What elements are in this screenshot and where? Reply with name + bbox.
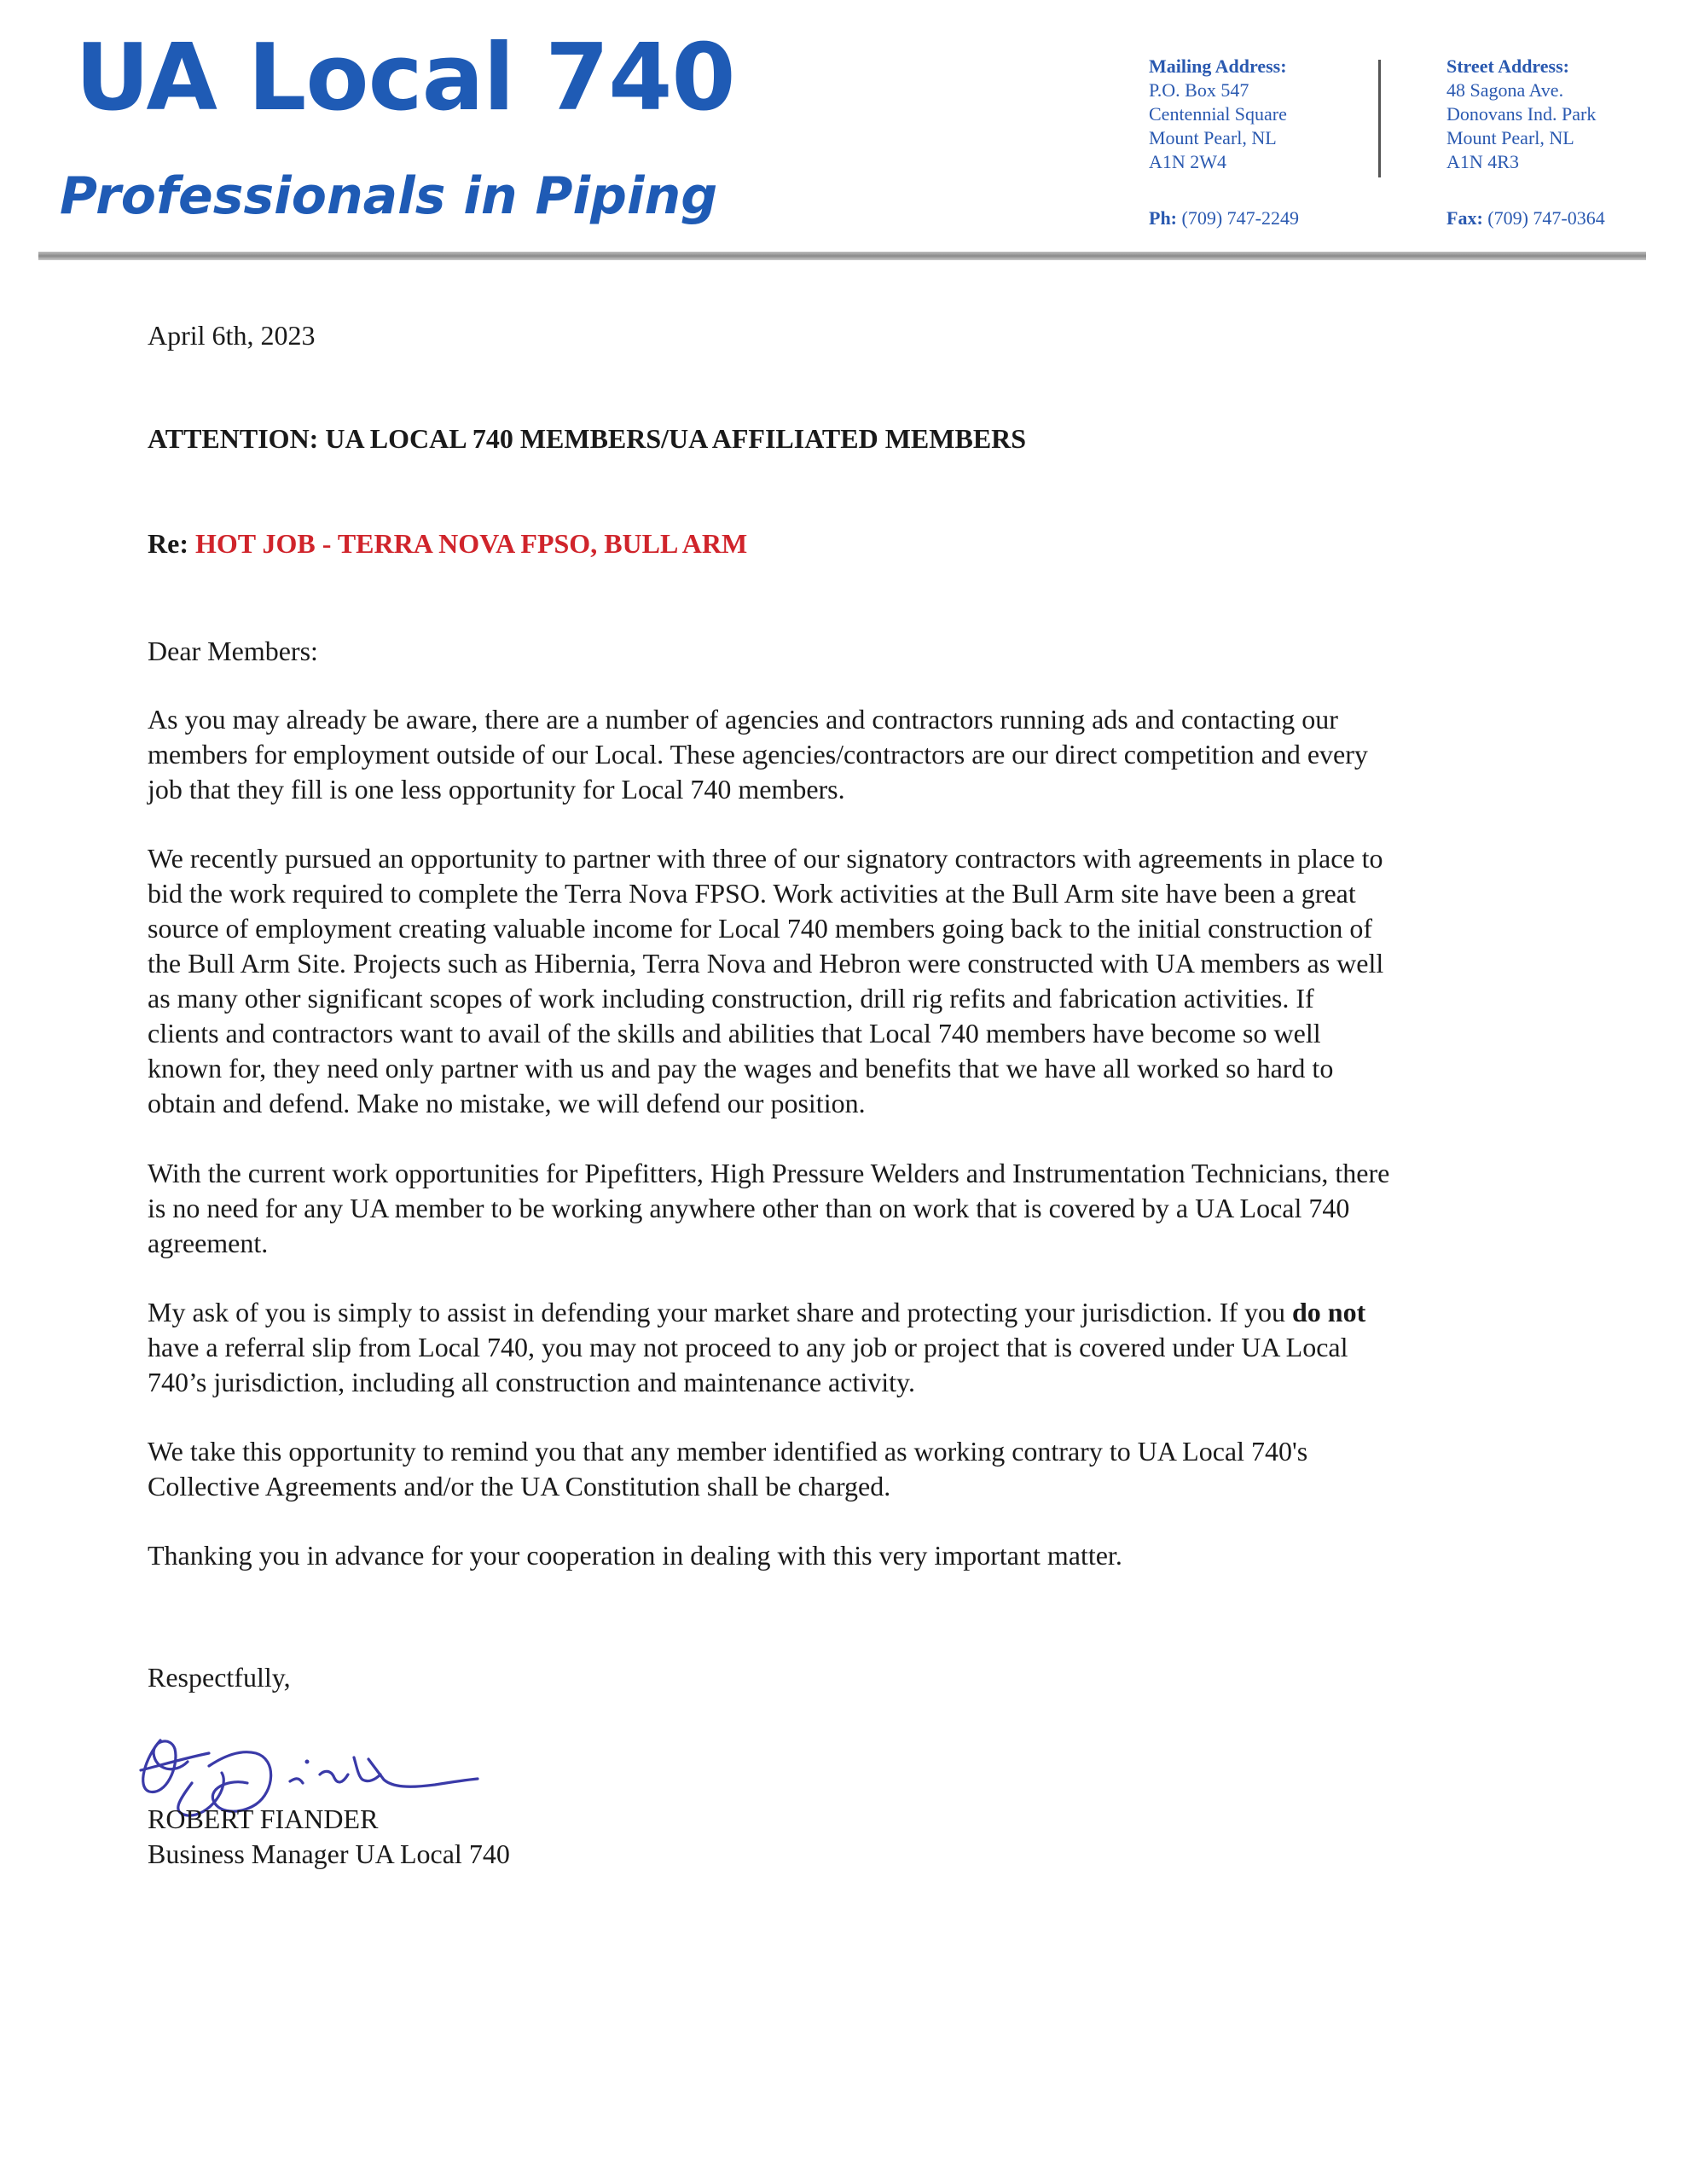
subject-label: Re: [148,528,195,559]
closing: Respectfully, [148,1662,291,1693]
paragraph-line: As you may already be aware, there are a number of agencies and contractors running ads and contacting our [148,704,1338,735]
mailing-address-heading: Mailing Address: [1149,55,1287,77]
subject-text: HOT JOB - TERRA NOVA FPSO, BULL ARM [194,528,748,559]
paragraph-line: members for employment outside of our Local. These agencies/contractors are our direct competition and every [148,739,1368,770]
paragraph-line: Thanking you in advance for your cooperation in dealing with this very important matter. [148,1540,1122,1571]
paragraph-line [148,1295,1365,1330]
street-address-line: 48 Sagona Ave. [1446,79,1564,101]
paragraph-line: obtain and defend. Make no mistake, we will defend our position. [148,1088,866,1118]
paragraph-line: agreement. [148,1228,269,1258]
paragraph-line: With the current work opportunities for Pipefitters, High Pressure Welders and Instrumentation Technicians, there [148,1158,1390,1188]
street-address [1446,55,1596,174]
paragraph-line: We recently pursued an opportunity to partner with three of our signatory contractors with agreements in place to [148,843,1383,874]
address-divider [1378,60,1381,177]
phone-value: (709) 747-2249 [1177,207,1299,229]
letter-date: April 6th, 2023 [148,320,316,351]
fax-value: (709) 747-0364 [1482,207,1605,229]
organization-tagline: Professionals in Piping [60,166,718,226]
street-address-line: A1N 4R3 [1446,151,1519,172]
header-rule [38,252,1646,260]
mailing-address-line: A1N 2W4 [1149,151,1227,172]
emphasis-text: do not [1292,1297,1366,1327]
fax-label: Fax: [1446,207,1483,229]
organization-name: UA Local 740 [75,25,735,131]
paragraph-line: bid the work required to complete the Terra Nova FPSO. Work activities at the Bull Arm site have been a great [148,878,1356,909]
signer-title: Business Manager UA Local 740 [148,1838,510,1869]
mailing-address-line: Centennial Square [1149,103,1287,125]
phone-number [1149,207,1299,229]
subject-line [148,526,747,561]
street-address-line: Donovans Ind. Park [1446,103,1597,125]
paragraph-line: is no need for any UA member to be working anywhere other than on work that is covered by a UA Local 740 [148,1193,1350,1223]
mailing-address-line: P.O. Box 547 [1149,79,1249,101]
attention-line: ATTENTION: UA LOCAL 740 MEMBERS/UA AFFILIATED MEMBERS [148,423,1027,454]
mailing-address [1149,55,1287,174]
paragraph-line: as many other significant scopes of work including construction, drill rig refits and fabrication activities. If [148,983,1314,1014]
paragraph-text: My ask of you is simply to assist in defending your market share and protecting your jurisdiction. If you [148,1297,1292,1327]
signer-name: ROBERT FIANDER [148,1804,379,1834]
street-address-heading: Street Address: [1446,55,1570,77]
phone-label: Ph: [1149,207,1177,229]
paragraph-line: known for, they need only partner with us and pay the wages and benefits that we have all worked so hard to [148,1053,1334,1083]
paragraph-line: job that they fill is one less opportunity for Local 740 members. [148,774,845,804]
mailing-address-line: Mount Pearl, NL [1149,127,1277,148]
paragraph-line: have a referral slip from Local 740, you may not proceed to any job or project that is covered under UA Local [148,1332,1348,1362]
paragraph-line: source of employment creating valuable income for Local 740 members going back to the initial construction of [148,913,1372,944]
paragraph-line: the Bull Arm Site. Projects such as Hibernia, Terra Nova and Hebron were constructed with UA members as well [148,948,1384,979]
salutation: Dear Members: [148,636,318,666]
street-address-line: Mount Pearl, NL [1446,127,1574,148]
paragraph-line: clients and contractors want to avail of the skills and abilities that Local 740 members have become so well [148,1018,1321,1048]
fax-number [1446,207,1605,229]
paragraph-line: We take this opportunity to remind you that any member identified as working contrary to UA Local 740's [148,1436,1308,1467]
paragraph-line: 740’s jurisdiction, including all construction and maintenance activity. [148,1367,915,1397]
paragraph-line: Collective Agreements and/or the UA Constitution shall be charged. [148,1471,891,1502]
